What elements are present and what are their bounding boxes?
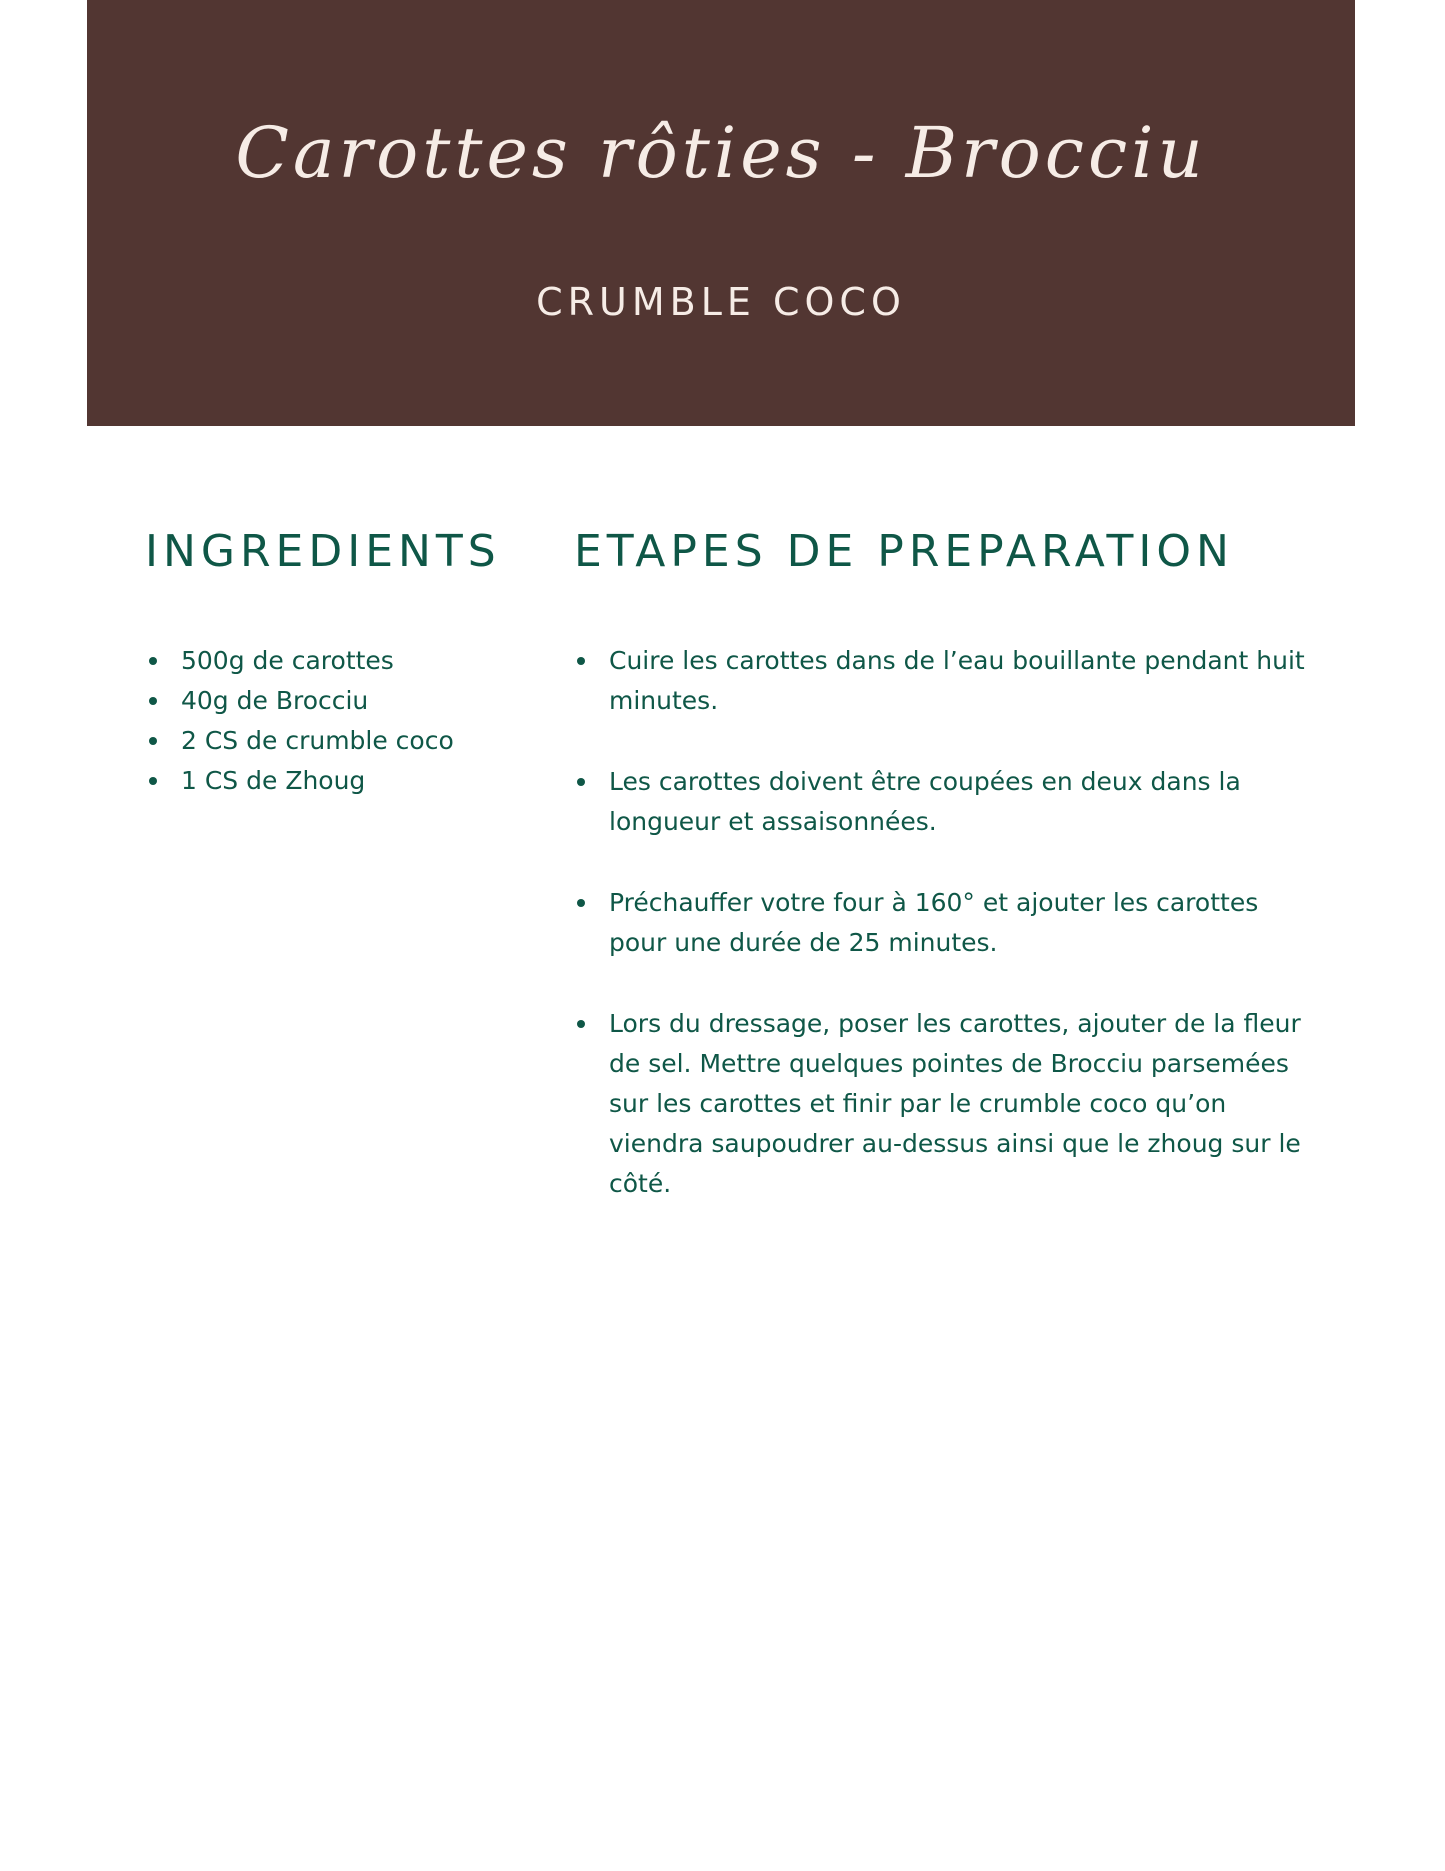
recipe-subtitle: CRUMBLE COCO	[536, 280, 906, 324]
ingredient-text: 40g de Brocciu	[181, 686, 369, 715]
bullet-icon	[577, 1020, 585, 1028]
bullet-icon	[577, 657, 585, 665]
bullet-icon	[149, 657, 157, 665]
step-text: Les carottes doivent être coupées en deux dans la longueur et assaisonnées.	[609, 767, 1241, 836]
bullet-icon	[577, 899, 585, 907]
list-item	[574, 883, 1309, 963]
list-item	[574, 762, 1309, 842]
step-text: Lors du dressage, poser les carottes, ajouter de la fleur de sel. Mettre quelques pointes de Brocciu parsemées sur les carottes et finir par le crumble coco qu’on viendra saupoudrer au-dessus ainsi que le zhoug sur le côté.	[609, 1009, 1301, 1198]
list-item	[574, 641, 1309, 721]
list-item	[146, 641, 526, 681]
bullet-icon	[149, 777, 157, 785]
bullet-icon	[577, 778, 585, 786]
header-banner	[87, 0, 1355, 426]
list-item	[146, 761, 526, 801]
list-item	[146, 721, 526, 761]
ingredients-list	[146, 641, 526, 801]
ingredient-text: 1 CS de Zhoug	[181, 766, 366, 795]
bullet-icon	[149, 737, 157, 745]
bullet-icon	[149, 697, 157, 705]
list-item	[574, 1004, 1309, 1204]
recipe-title: Carottes rôties - Brocciu	[235, 112, 1207, 194]
ingredients-heading: INGREDIENTS	[145, 526, 501, 577]
ingredient-text: 500g de carottes	[181, 646, 394, 675]
ingredient-text: 2 CS de crumble coco	[181, 726, 454, 755]
step-text: Cuire les carottes dans de l’eau bouillante pendant huit minutes.	[609, 646, 1305, 715]
steps-heading: ETAPES DE PREPARATION	[574, 526, 1234, 577]
step-text: Préchauffer votre four à 160° et ajouter les carottes pour une durée de 25 minutes.	[609, 888, 1259, 957]
list-item	[146, 681, 526, 721]
steps-list	[574, 641, 1309, 1245]
